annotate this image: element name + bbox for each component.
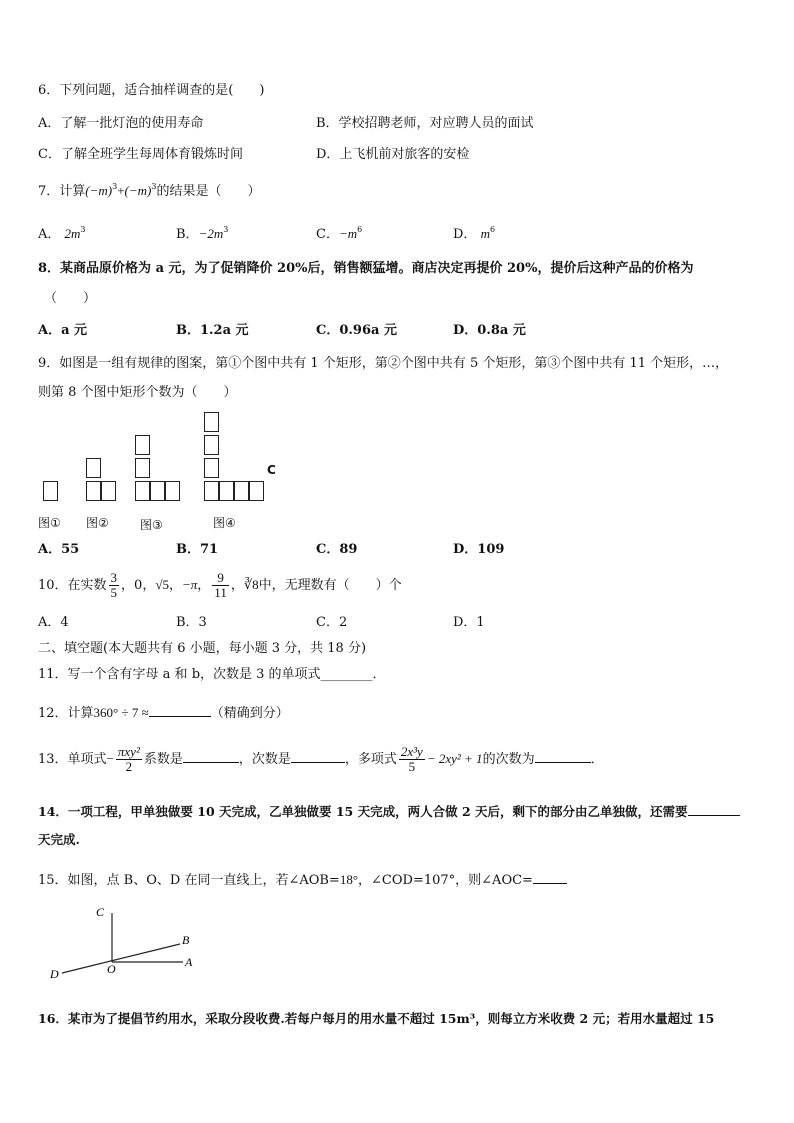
q10-option-b: B．3 [176, 615, 207, 630]
q9-option-c: C．89 [316, 542, 358, 557]
q8-stem-paren: （ ） [44, 291, 97, 306]
rect-cell [135, 435, 150, 455]
q12-stem: 12．计算360° ÷ 7 ≈ （精确到分） [38, 702, 289, 723]
q8-stem: 8．某商品原价格为 a 元，为了促销降价 20%后，销售额猛增。商店决定再提价 20%，提价后这种产品的价格为 [38, 261, 694, 276]
rect-cell [165, 481, 180, 501]
fig-3-caption: 图③ [140, 518, 163, 532]
q7-option-d: D． $m^6$ [453, 225, 496, 242]
q9-option-b: B．71 [176, 542, 219, 557]
label-c: C [96, 905, 105, 919]
q11-stem: 11．写一个含有字母 a 和 b，次数是 3 的单项式________． [38, 667, 386, 682]
q10-stem: 10．在实数 $\frac{3}{5}$ ，0，√5，−π， $\frac{9}{11}$ ，∛8中，无理数有（ ）个 [38, 570, 402, 600]
rect-cell [101, 481, 116, 501]
rect-cell [204, 458, 219, 478]
rect-cell [249, 481, 264, 501]
q15-angle-diagram [40, 898, 210, 988]
q8-option-b: B．1.2a 元 [176, 323, 249, 338]
label-b: B [182, 933, 190, 947]
rect-cell [150, 481, 165, 501]
q10-option-d: D．1 [453, 615, 485, 630]
q6-option-b: B．学校招聘老师，对应聘人员的面试 [316, 116, 534, 131]
fig-c-label: C [267, 463, 276, 477]
rect-cell [86, 458, 101, 478]
rect-cell [86, 481, 101, 501]
q7-stem: 7．计算$(-m)^3+(-m)^3$的结果是（ ） [38, 182, 261, 199]
q10-option-a: A．4 [38, 615, 69, 630]
q14-stem: 14．一项工程，甲单独做要 10 天完成，乙单独做要 15 天完成，两人合做 2 天后，剩下的部分由乙单独做，还需要 [38, 801, 740, 821]
fig-1-caption: 图① [38, 516, 61, 530]
q8-option-a: A．a 元 [38, 323, 88, 338]
q7-option-b: B．$-2m^3$ [176, 225, 229, 242]
q10-option-c: C．2 [316, 615, 348, 630]
label-d: D [50, 967, 59, 981]
q9-stem: 9．如图是一组有规律的图案，第①个图中共有 1 个矩形，第②个图中共有 5 个矩形，第③个图中共有 11 个矩形，…， [38, 356, 729, 371]
q7-option-a: A． $2m^3$ [38, 225, 86, 242]
q15-stem: 15．如图，点 B、O、D 在同一直线上，若∠AOB=18°，∠COD=107°，则∠AOC= [38, 869, 567, 890]
q14-stem-2: 天完成. [38, 832, 80, 847]
answer-blank[interactable] [183, 748, 239, 763]
rect-cell [219, 481, 234, 501]
label-o: O [107, 962, 116, 976]
rect-cell [135, 458, 150, 478]
q9-option-a: A．55 [38, 542, 80, 557]
q13-stem: 13．单项式− $\frac{\text{πxy²}}{2}$ 系数是 ，次数是 ，多项式 $\frac{\text{2x³y}}{5}$ − 2xy² + 1的次数为 ． [38, 744, 604, 774]
fig-4-caption: 图④ [213, 516, 236, 530]
q6-option-c: C．了解全班学生每周体育锻炼时间 [38, 147, 243, 162]
q7-option-c: C．$-m^6$ [316, 225, 363, 242]
answer-blank[interactable] [688, 801, 740, 816]
q8-option-c: C．0.96a 元 [316, 323, 397, 338]
label-a: A [185, 955, 193, 969]
line-db [62, 944, 180, 973]
rect-cell [204, 435, 219, 455]
q9-option-d: D．109 [453, 542, 505, 557]
q8-option-d: D．0.8a 元 [453, 323, 526, 338]
q9-stem-2: 则第 8 个图中矩形个数为（ ） [38, 385, 237, 400]
answer-blank[interactable] [533, 869, 567, 884]
rect-cell [204, 412, 219, 432]
rect-cell [234, 481, 249, 501]
q6-option-d: D．上飞机前对旅客的安检 [316, 147, 470, 162]
answer-blank[interactable] [291, 748, 345, 763]
rect-cell [43, 481, 58, 501]
q16-stem: 16．某市为了提倡节约用水，采取分段收费.若每户每月的用水量不超过 15m³，则每立方米收费 2 元；若用水量超过 15 [38, 1011, 715, 1026]
answer-blank[interactable] [149, 702, 211, 717]
rect-cell [204, 481, 219, 501]
answer-blank[interactable] [535, 748, 591, 763]
rect-cell [135, 481, 150, 501]
q6-option-a: A．了解一批灯泡的使用寿命 [38, 116, 204, 131]
q6-stem: 6．下列问题，适合抽样调查的是( ) [38, 83, 265, 98]
section-heading: 二、填空题(本大题共有 6 小题，每小题 3 分，共 18 分) [38, 641, 367, 656]
fig-2-caption: 图② [86, 516, 109, 530]
